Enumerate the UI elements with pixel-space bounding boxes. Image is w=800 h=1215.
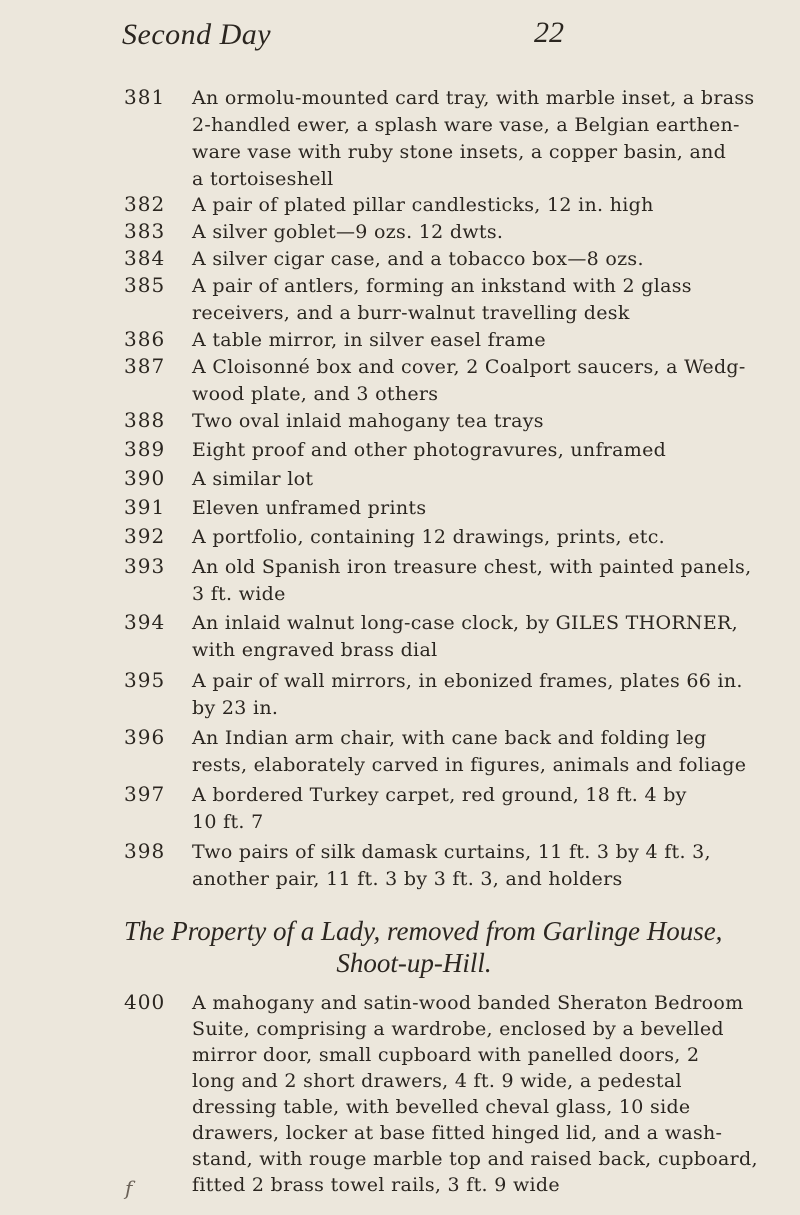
lot-description: Eight proof and other photogravures, unframed: [192, 439, 667, 461]
lot-number: 389: [124, 437, 166, 461]
section-heading: [124, 915, 774, 979]
margin-mark: f: [125, 1176, 133, 1200]
lot-number: 391: [124, 495, 166, 519]
section-heading-line1: The Property of a Lady, removed from Garlinge House,: [124, 916, 723, 946]
lot-number: 390: [124, 466, 166, 490]
lot-description: An Indian arm chair, with cane back and folding leg rests, elaborately carved in figures, animals and foliage: [192, 727, 747, 776]
lot-description: A Cloisonné box and cover, 2 Coalport saucers, a Wedg- wood plate, and 3 others: [192, 356, 746, 405]
lot-number: 395: [124, 668, 166, 692]
lot-description: A silver cigar case, and a tobacco box—8 ozs.: [192, 248, 644, 270]
lot-description: A portfolio, containing 12 drawings, prints, etc.: [192, 526, 665, 548]
lot-description: Eleven unframed prints: [192, 497, 427, 519]
page-number: 22: [534, 16, 564, 49]
lot-description: Two oval inlaid mahogany tea trays: [192, 410, 544, 432]
lot-number: 392: [124, 524, 166, 548]
lot-description: A silver goblet—9 ozs. 12 dwts.: [192, 221, 504, 243]
lot-description: A pair of wall mirrors, in ebonized frames, plates 66 in. by 23 in.: [192, 670, 743, 719]
day-title: Second Day: [122, 18, 272, 51]
lot-description: A bordered Turkey carpet, red ground, 18 ft. 4 by 10 ft. 7: [192, 784, 687, 833]
lot-number: 388: [124, 408, 166, 432]
lot-number: 386: [124, 327, 166, 351]
page-header: [122, 18, 682, 58]
lot-number: 384: [124, 246, 166, 270]
lot-description: A mahogany and satin-wood banded Sheraton Bedroom Suite, comprising a wardrobe, enclosed by a bevelled mirror door, small cupboard with panelled doors, 2 long and 2 short drawers, 4 ft. 9 wide, a pedestal dressing table, with bevelled cheval glass, 10 side drawers, locker at base fitted hinged lid, and a wash- stand, with rouge marble top and raised back, cupboard, fitted 2 brass towel rails, 3 ft. 9 wide: [192, 992, 758, 1196]
lot-number: 397: [124, 782, 166, 806]
lot-number: 387: [124, 354, 166, 378]
lot-description: A similar lot: [192, 468, 314, 490]
section-heading-line2: Shoot-up-Hill.: [336, 948, 492, 978]
lot-description: An inlaid walnut long-case clock, by GILES THORNER, with engraved brass dial: [192, 612, 738, 661]
lot-description: Two pairs of silk damask curtains, 11 ft. 3 by 4 ft. 3, another pair, 11 ft. 3 by 3 ft. 3, and holders: [192, 841, 711, 890]
lot-description: An ormolu-mounted card tray, with marble inset, a brass 2-handled ewer, a splash ware vase, a Belgian earthen- ware vase with ruby stone insets, a copper basin, and a tortoiseshell: [192, 87, 755, 190]
lot-number: 400: [124, 990, 166, 1014]
lot-number: 396: [124, 725, 166, 749]
lot-number: 383: [124, 219, 166, 243]
lot-description: A table mirror, in silver easel frame: [192, 329, 546, 351]
lot-number: 393: [124, 554, 166, 578]
lot-number: 394: [124, 610, 166, 634]
lot-number: 382: [124, 192, 166, 216]
lot-number: 398: [124, 839, 166, 863]
lot-description: A pair of plated pillar candlesticks, 12 in. high: [192, 194, 654, 216]
lot-number: 381: [124, 85, 166, 109]
lot-number: 385: [124, 273, 166, 297]
lot-description: A pair of antlers, forming an inkstand with 2 glass receivers, and a burr-walnut travelling desk: [192, 275, 692, 324]
lot-description: An old Spanish iron treasure chest, with painted panels, 3 ft. wide: [192, 556, 752, 605]
